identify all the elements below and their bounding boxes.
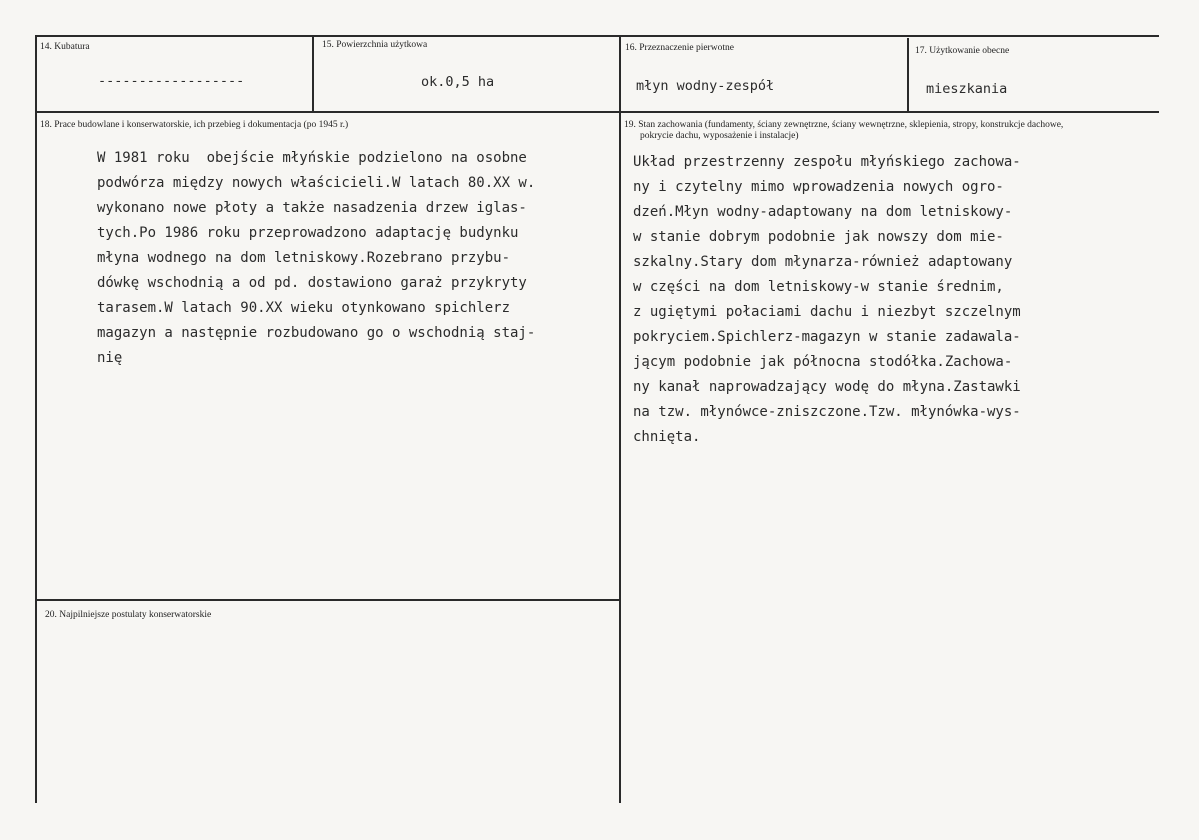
stan-line: szkalny.Stary dom młynarza-również adaptowany (633, 254, 1013, 270)
column-divider-1 (312, 35, 314, 112)
powierzchnia-label: 15. Powierzchnia użytkowa (322, 40, 428, 50)
prace-line: dówkę wschodnią a od pd. dostawiono garaż przykryty (97, 275, 527, 291)
stan-text (633, 150, 1021, 450)
stan-line: na tzw. młynówce-zniszczone.Tzw. młynówka-wys- (633, 404, 1021, 420)
prace-line: W 1981 roku obejście młyńskie podzielono na osobne (97, 150, 527, 166)
prace-line: magazyn a następnie rozbudowano go o wschodnią staj- (97, 325, 536, 341)
powierzchnia-value: ok.0,5 ha (421, 74, 495, 90)
stan-line: Układ przestrzenny zespołu młyńskiego zachowa- (633, 154, 1021, 170)
stan-line: chnięta. (633, 429, 701, 445)
stan-line: dzeń.Młyn wodny-adaptowany na dom letniskowy- (633, 204, 1013, 220)
kubatura-label: 14. Kubatura (40, 42, 90, 52)
przeznaczenie-label: 16. Przeznaczenie pierwotne (625, 43, 734, 53)
stan-label-line1: 19. Stan zachowania (fundamenty, ściany zewnętrzne, ściany wewnętrzne, sklepienia, stropy, konstrukcje dachowe, (624, 120, 1064, 130)
prace-line: tarasem.W latach 90.XX wieku otynkowano spichlerz (97, 300, 511, 316)
stan-line: ny kanał naprowadzający wodę do młyna.Zastawki (633, 379, 1021, 395)
prace-line: tych.Po 1986 roku przeprowadzono adaptację budynku (97, 225, 519, 241)
stan-label-line2: pokrycie dachu, wyposażenie i instalacje) (640, 131, 799, 141)
section-divider (35, 599, 621, 601)
left-border (35, 35, 37, 803)
stan-line: pokryciem.Spichlerz-magazyn w stanie zadawala- (633, 329, 1021, 345)
stan-line: w części na dom letniskowy-w stanie średnim, (633, 279, 1004, 295)
column-divider-2 (619, 35, 621, 803)
prace-text (97, 146, 535, 371)
kubatura-value: ------------------ (98, 73, 245, 89)
column-divider-3 (907, 38, 909, 112)
stan-line: z ugiętymi połaciami dachu i niezbyt szczelnym (633, 304, 1021, 320)
uzytkowanie-value: mieszkania (926, 81, 1008, 97)
row-divider (35, 111, 1159, 113)
przeznaczenie-value: młyn wodny-zespół (636, 78, 775, 94)
prace-line: młyna wodnego na dom letniskowy.Rozebrano przybu- (97, 250, 511, 266)
stan-line: w stanie dobrym podobnie jak nowszy dom mie- (633, 229, 1004, 245)
stan-line: ny i czytelny mimo wprowadzenia nowych ogro- (633, 179, 1004, 195)
uzytkowanie-label: 17. Użytkowanie obecne (915, 46, 1010, 56)
prace-line: wykonano nowe płoty a także nasadzenia drzew iglas- (97, 200, 527, 216)
stan-line: jącym podobnie jak północna stodółka.Zachowa- (633, 354, 1013, 370)
prace-line: nię (97, 350, 123, 366)
prace-label: 18. Prace budowlane i konserwatorskie, ich przebieg i dokumentacja (po 1945 r.) (40, 120, 349, 130)
prace-line: podwórza między nowych właścicieli.W latach 80.XX w. (97, 175, 536, 191)
top-border (35, 35, 1159, 37)
postulaty-label: 20. Najpilniejsze postulaty konserwatorskie (45, 610, 212, 620)
